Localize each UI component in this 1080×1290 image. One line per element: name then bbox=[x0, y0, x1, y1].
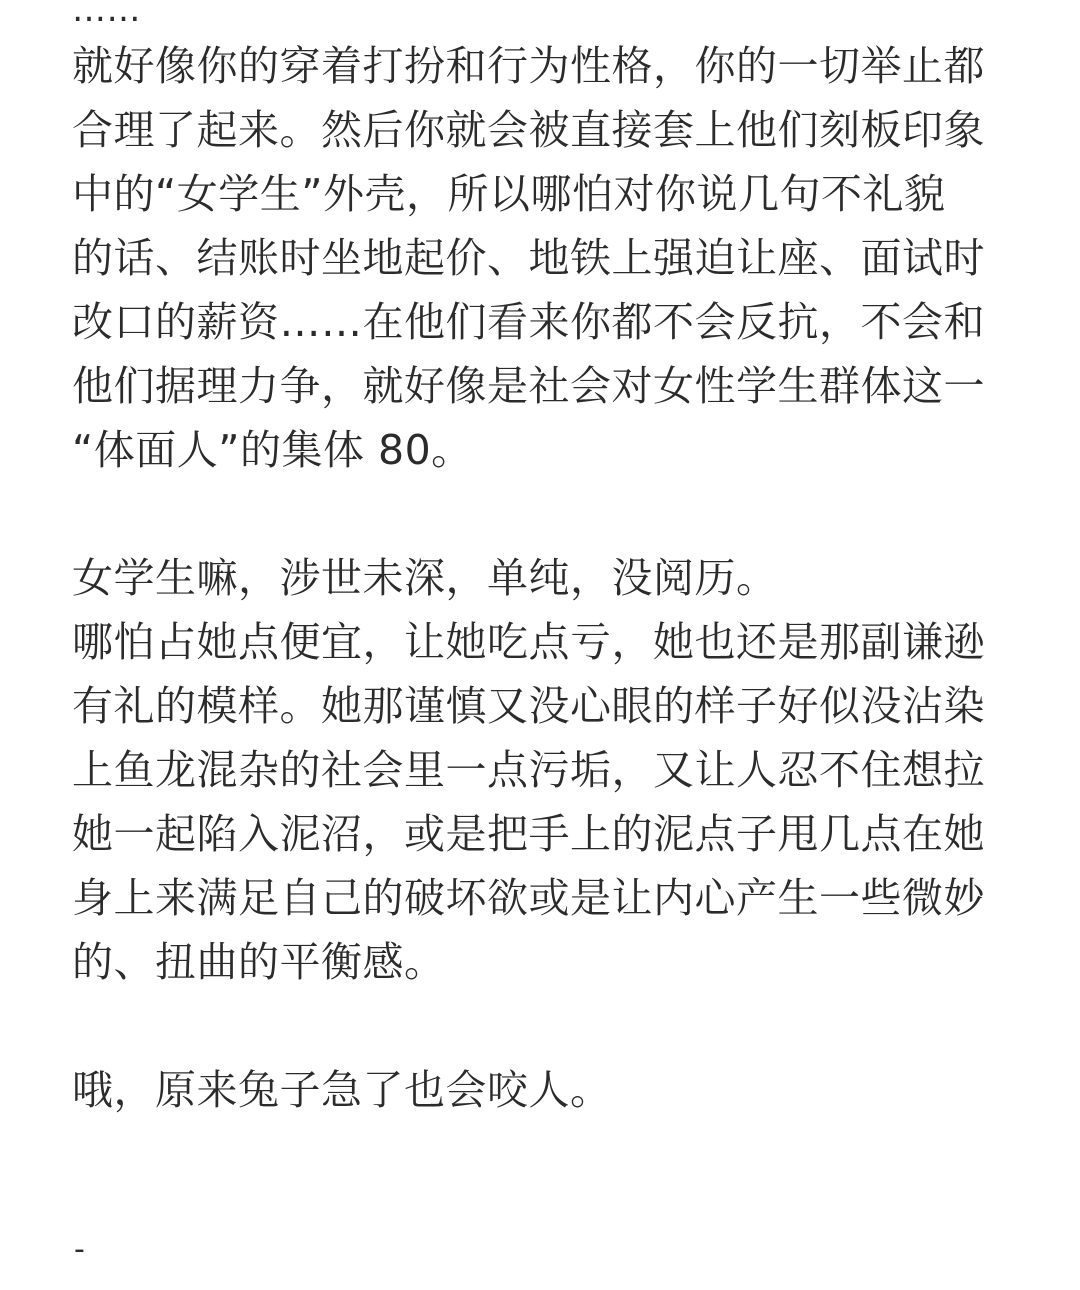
paragraph-line: “体面人”的集体 80。 bbox=[72, 426, 473, 474]
paragraph-line: 合理了起来。然后你就会被直接套上他们刻板印象 bbox=[72, 106, 985, 154]
end-mark: - bbox=[74, 1232, 85, 1267]
paragraph-line: 的、扭曲的平衡感。 bbox=[72, 938, 446, 986]
paragraph-1 bbox=[72, 34, 1012, 482]
paragraph-line: 女学生嘛，涉世未深，单纯，没阅历。 bbox=[72, 554, 778, 602]
paragraph-line: 的话、结账时坐地起价、地铁上强迫让座、面试时 bbox=[72, 234, 985, 282]
paragraph-line: 哦，原来兔子急了也会咬人。 bbox=[72, 1066, 612, 1114]
top-ellipsis: …… bbox=[72, 0, 141, 30]
paragraph-line: 身上来满足自己的破坏欲或是让内心产生一些微妙 bbox=[72, 874, 985, 922]
paragraph-line: 有礼的模样。她那谨慎又没心眼的样子好似没沾染 bbox=[72, 682, 985, 730]
article-body bbox=[72, 0, 1012, 1122]
paragraph-line: 她一起陷入泥沼，或是把手上的泥点子甩几点在她 bbox=[72, 810, 985, 858]
paragraph-line: 哪怕占她点便宜，让她吃点亏，她也还是那副谦逊 bbox=[72, 618, 985, 666]
paragraph-line: 改口的薪资……在他们看来你都不会反抗，不会和 bbox=[72, 298, 985, 346]
paragraph-line: 中的“女学生”外壳，所以哪怕对你说几句不礼貌 bbox=[72, 170, 946, 218]
paragraph-gap bbox=[72, 482, 1012, 546]
paragraph-line: 他们据理力争，就好像是社会对女性学生群体这一 bbox=[72, 362, 985, 410]
paragraph-gap bbox=[72, 994, 1012, 1058]
paragraph-3 bbox=[72, 1058, 1012, 1122]
paragraph-line: 上鱼龙混杂的社会里一点污垢，又让人忍不住想拉 bbox=[72, 746, 985, 794]
paragraph-line: 就好像你的穿着打扮和行为性格，你的一切举止都 bbox=[72, 42, 985, 90]
paragraph-2 bbox=[72, 546, 1012, 994]
